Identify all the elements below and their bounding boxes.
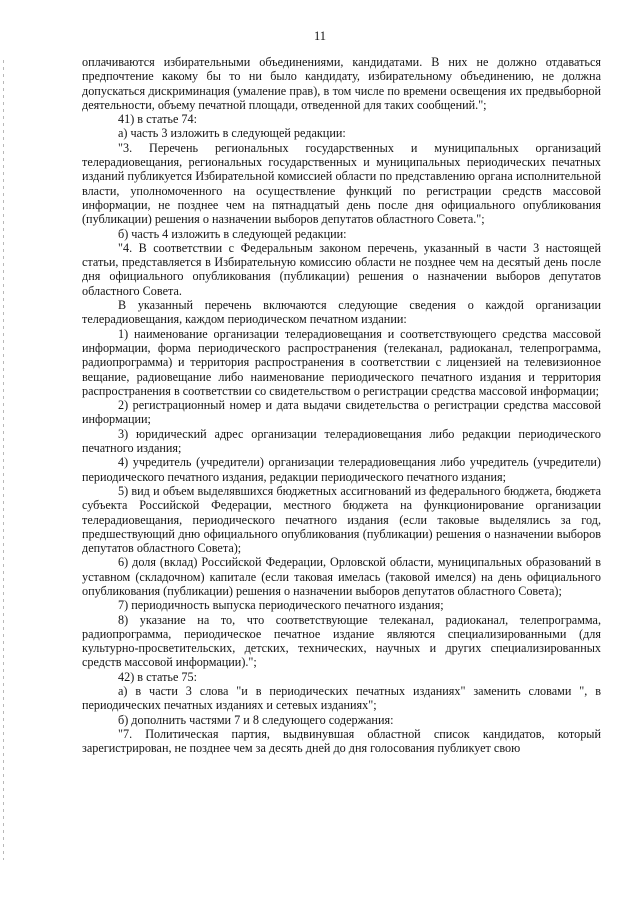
document-body: [82, 55, 601, 756]
list-item-8: 8) указание на то, что соответствующие телеканал, радиоканал, телепрограмма, радиопрограмма, периодическое печатное издание являются специализированными (для культурно-просветительских, детских, технических, научных и других специализированных средств массовой информации).";: [82, 612, 601, 670]
paragraph-article-74-heading: 41) в статье 74:: [118, 112, 197, 127]
paragraph-article-74-part-a: а) часть 3 изложить в следующей редакции:: [118, 126, 346, 141]
paragraph-article-74-part-b: б) часть 4 изложить в следующей редакции:: [118, 226, 347, 241]
paragraph-part-4-text: "4. В соответствии с Федеральным законом перечень, указанный в части 3 настоящей статьи, представляется в Избирательную комиссию области не позднее чем на десятый день после дня официального опубликования (публикации) решения о назначении выборов депутатов областного Совета.: [82, 240, 601, 298]
page-number: 11: [313, 29, 327, 43]
list-item-5: 5) вид и объем выделявшихся бюджетных ассигнований из федерального бюджета, бюджета субъекта Российской Федерации, местного бюджета на функционирование организации телерадиовещания, периодического печатного издания (если таковые выделялись за год, предшествующий дню официального опубликования (публикации) решения о назначении выборов депутатов областного Совета);: [82, 483, 601, 556]
paragraph-article-75-part-a: а) в части 3 слова "и в периодических печатных изданиях" заменить словами ", в периодических печатных изданиях и сетевых изданиях";: [82, 684, 601, 713]
paragraph-article-75-part-b: б) дополнить частями 7 и 8 следующего содержания:: [118, 712, 394, 727]
paragraph-part-3-text: "3. Перечень региональных государственных и муниципальных организаций телерадиовещания, региональных государственных и муниципальных периодических печатных изданий публикуется Избирательной комиссией области по представлению органа исполнительной власти, уполномоченного на осуществление функций по регистрации средств массовой информации, не позднее чем на пятнадцатый день после дня официального опубликования (публикации) решения о назначении выборов депутатов областного Совета.";: [82, 140, 601, 227]
paragraph-part-7-text: "7. Политическая партия, выдвинувшая областной список кандидатов, который зарегистрирован, не позднее чем за десять дней до дня голосования публикует свою: [82, 726, 601, 756]
paragraph-continuation: оплачиваются избирательными объединениями, кандидатами. В них не должно отдаваться предпочтение какому бы то ни было кандидату, избирательному объединению, не должна допускаться дискриминация (умаление прав), в том числе по времени освещения их предвыборной деятельности, объему печатной площади, отведенной для таких сообщений.";: [82, 55, 601, 112]
list-item-7: 7) периодичность выпуска периодического печатного издания;: [118, 598, 444, 613]
paragraph-article-75-heading: 42) в статье 75:: [118, 669, 197, 684]
paragraph-list-intro: В указанный перечень включаются следующие сведения о каждой организации телерадиовещания, каждом периодическом печатном издании:: [82, 298, 601, 327]
list-item-4: 4) учредитель (учредители) организации телерадиовещания либо учредитель (учредители) периодического печатного издания, редакции периодического печатного издания;: [82, 455, 601, 484]
list-item-2: 2) регистрационный номер и дата выдачи свидетельства о регистрации средства массовой информации;: [82, 398, 601, 427]
list-item-1: 1) наименование организации телерадиовещания и соответствующего средства массовой информации, форма периодического распространения (телеканал, радиоканал, телепрограмма, радиопрограмма) и территория распространения в соответствии с лицензией на телевизионное вещание, радиовещание либо наименование периодического печатного издания и территория распространения в соответствии со свидетельством о регистрации средства массовой информации;: [82, 326, 601, 398]
list-item-6: 6) доля (вклад) Российской Федерации, Орловской области, муниципальных образований в уставном (складочном) капитале (если таковая имелась (таковой имелся) на день официального опубликования (публикации) решения о назначении выборов депутатов областного Совета);: [82, 555, 601, 598]
list-item-3: 3) юридический адрес организации телерадиовещания либо редакции периодического печатного издания;: [82, 426, 601, 456]
margin-scan-line: [3, 60, 4, 860]
